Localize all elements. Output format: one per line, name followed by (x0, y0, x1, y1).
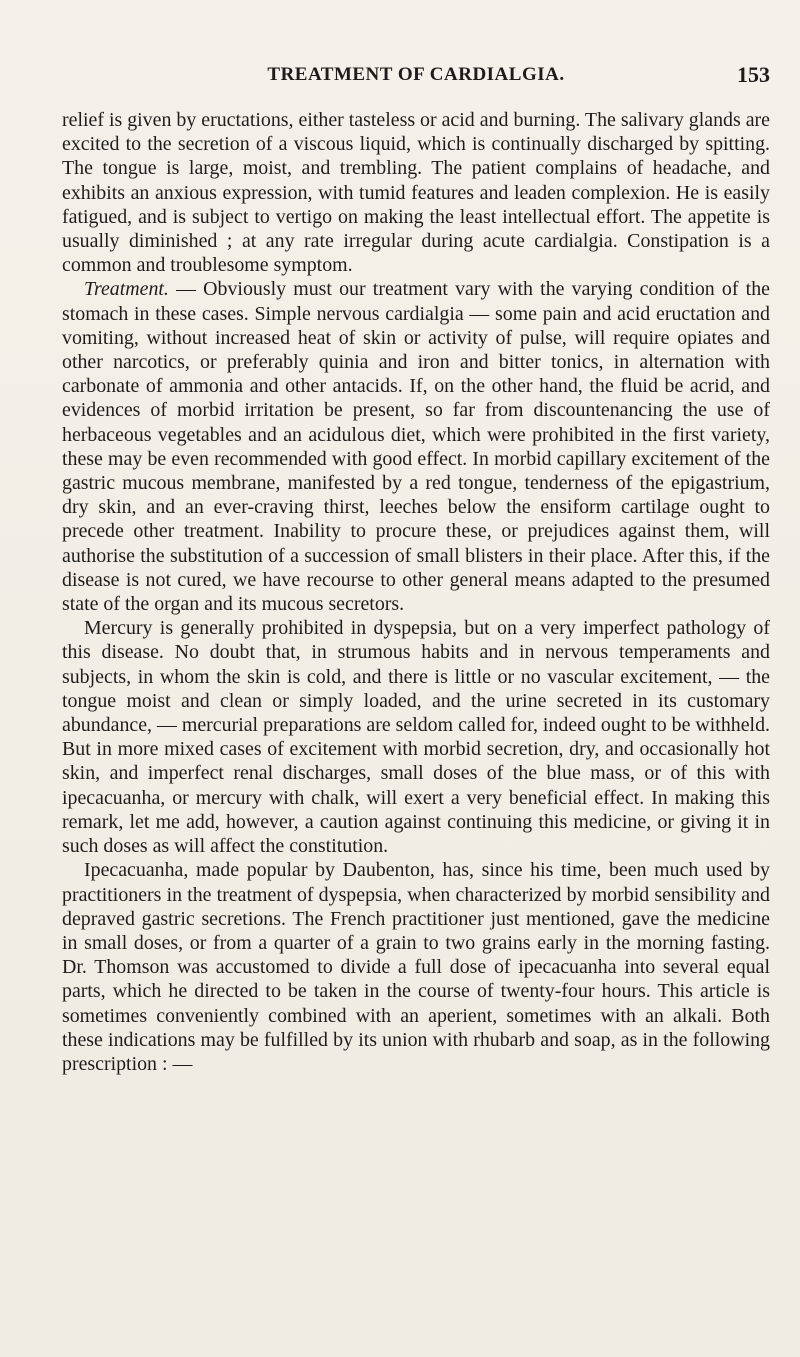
body-text (62, 108, 770, 1076)
paragraph-treatment (62, 277, 770, 616)
paragraph-ipecacuanha (62, 858, 770, 1076)
page-number: 153 (737, 62, 770, 87)
paragraph-symptoms (62, 108, 770, 277)
running-title: TREATMENT OF CARDIALGIA. (267, 64, 565, 85)
paragraph-text: Ipecacuanha, made popular by Daubenton, has, since his time, been much used by practitioners in the treatment of dyspepsia, when characterized by morbid sensibility and depraved gastric secretions. The French practitioner just mentioned, gave the medicine in small doses, or from a quarter of a grain to two grains early in the morning fasting. Dr. Thomson was accustomed to divide a full dose of ipecacuanha into several equal parts, which he directed to be taken in the course of twenty-four hours. This article is sometimes conveniently combined with an aperient, sometimes with an alkali. Both these indications may be fulfilled by its union with rhubarb and soap, as in the following prescription : — (62, 859, 770, 1075)
section-lead-treatment: Treatment. (84, 278, 169, 301)
page-header (62, 54, 770, 94)
paragraph-text: Mercury is generally prohibited in dyspepsia, but on a very imperfect pathology of this disease. No doubt that, in strumous habits and in nervous temperaments and subjects, in whom the skin is cold, and there is little or no vascular excitement, — the tongue moist and clean or simply loaded, and the urine secreted in its customary abundance, — mercurial preparations are seldom called for, indeed ought to be withheld. But in more mixed cases of excitement with morbid secretion, dry, and occasionally hot skin, and imperfect renal discharges, small doses of the blue mass, or of this with ipecacuanha, or mercury with chalk, will exert a very beneficial effect. In making this remark, let me add, however, a caution against continuing this medicine, or giving it in such doses as will affect the constitution. (62, 617, 770, 858)
paragraph-mercury (62, 616, 770, 858)
paragraph-text: — Obviously must our treatment vary with the varying condition of the stomach in these cases. Simple nervous cardialgia — some pain and acid eructation and vomiting, without increased heat of skin or activity of pulse, will require opiates and other narcotics, or preferably quinia and iron and bitter tonics, in alternation with carbonate of ammonia and other antacids. If, on the other hand, the fluid be acrid, and evidences of morbid irritation be present, so far from discountenancing the use of herbaceous vegetables and an acidulous diet, which were prohibited in the first variety, these may be even recommended with good effect. In morbid capillary excitement of the gastric mucous membrane, manifested by a red tongue, tenderness of the epigastrium, dry skin, and an ever-craving thirst, leeches below the ensiform cartilage ought to precede other treatment. Inability to procure these, or prejudices against them, will authorise the substitution of a succession of small blisters in their place. After this, if the disease is not cured, we have recourse to other general means adapted to the presumed state of the organ and its mucous secretors. (62, 278, 770, 616)
paragraph-text: relief is given by eructations, either tasteless or acid and burning. The salivary glands are excited to the secretion of a viscous liquid, which is continually discharged by spitting. The tongue is large, moist, and trembling. The patient complains of headache, and exhibits an anxious expression, with tumid features and leaden complexion. He is easily fatigued, and is subject to vertigo on making the least intellectual effort. The appetite is usually diminished ; at any rate irregular during acute cardialgia. Constipation is a common and troublesome symptom. (62, 109, 770, 277)
